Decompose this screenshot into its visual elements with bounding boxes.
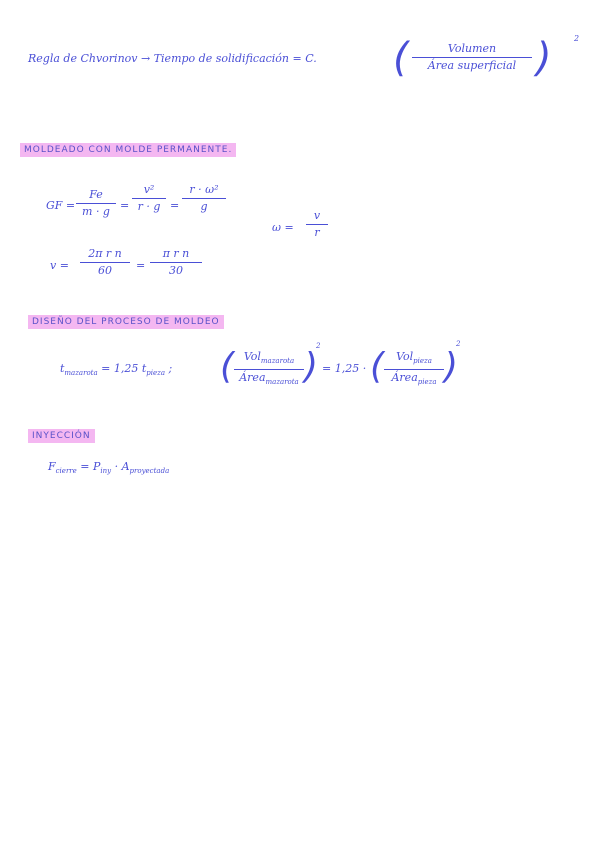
v-fraction-2-num: π r n (162, 247, 190, 260)
left-paren: ( (220, 346, 235, 387)
t-subscript: mazarota (64, 369, 98, 378)
v-fraction-2-den: 30 (169, 264, 183, 277)
injection-formula (48, 460, 169, 475)
fraction-bar (80, 262, 130, 263)
section-title-permanent-mold: MOLDEADO CON MOLDE PERMANENTE. (20, 143, 236, 157)
gf-fraction-3-num: r · ω² (189, 183, 219, 196)
design-fraction-1-num: Vol (243, 350, 261, 363)
right-paren: ) (304, 346, 319, 387)
chvorinov-fraction (412, 42, 532, 73)
design-exponent-2: 2 (456, 340, 461, 348)
t-relation: = 1,25 t (101, 362, 147, 375)
design-fraction-1 (234, 350, 304, 389)
area-part: · A (114, 460, 130, 473)
design-fraction-1-den-sub: mazarota (265, 378, 299, 387)
fraction-bar (150, 262, 202, 263)
t-pieza-subscript: pieza (146, 369, 166, 378)
left-paren: ( (393, 35, 409, 81)
section-title-injection: INYECCIÓN (28, 429, 95, 443)
right-paren: ) (444, 346, 459, 387)
design-fraction-2-num: Vol (396, 350, 414, 363)
equals-sign: = (170, 199, 180, 212)
v-lhs: v = (50, 259, 69, 272)
gf-fraction-2-den: r · g (137, 200, 161, 213)
design-fraction-2-den: Área (391, 371, 418, 385)
chvorinov-denominator: Área superficial (427, 59, 517, 72)
pressure-subscript: iny (100, 467, 112, 476)
fraction-bar (412, 57, 532, 58)
fraction-bar (76, 203, 116, 204)
chvorinov-exponent: 2 (574, 34, 580, 43)
omega-den: r (314, 226, 320, 239)
v-fraction-1-den: 60 (98, 264, 112, 277)
omega-num: v (313, 209, 321, 222)
design-fraction-1-num-sub: mazarota (260, 357, 295, 366)
design-fraction-2 (384, 350, 444, 389)
design-fraction-1-den: Área (239, 371, 266, 385)
fraction-bar (306, 224, 328, 225)
gf-fraction-2-num: v² (143, 183, 155, 196)
design-exponent-1: 2 (316, 342, 321, 350)
section-title-process-design: DISEÑO DEL PROCESO DE MOLDEO (28, 315, 224, 329)
left-paren: ( (370, 346, 385, 387)
gf-fraction-3 (182, 183, 226, 214)
gf-fraction-2 (132, 183, 166, 214)
gf-fraction-1-den: m · g (82, 205, 110, 218)
v-fraction-1-num: 2π r n (88, 247, 122, 260)
gf-lhs: GF = (46, 199, 76, 212)
omega-lhs: ω = (272, 221, 294, 234)
fraction-bar (132, 198, 166, 199)
t-symbol: t (60, 362, 65, 375)
gf-fraction-1-num: Fe (89, 188, 103, 201)
force-subscript: cierre (55, 467, 77, 476)
design-middle: = 1,25 · (322, 362, 367, 375)
force-symbol: F (48, 460, 56, 473)
chvorinov-numerator: Volumen (447, 42, 497, 55)
v-fraction-1 (80, 247, 130, 278)
chvorinov-label: Regla de Chvorinov → Tiempo de solidificación = C. (28, 52, 317, 65)
fraction-bar (182, 198, 226, 199)
design-fraction-2-num-sub: pieza (413, 357, 432, 366)
separator: ; (168, 362, 173, 375)
t-mazarota-eq (60, 362, 172, 377)
area-subscript: proyectada (129, 467, 170, 476)
right-paren: ) (536, 35, 552, 81)
design-fraction-2-den-sub: pieza (417, 378, 437, 387)
gf-fraction-1 (76, 188, 116, 219)
equals-sign: = (120, 199, 130, 212)
pressure-part: = P (80, 460, 101, 473)
omega-fraction (306, 209, 328, 240)
v-fraction-2 (150, 247, 202, 278)
gf-fraction-3-den: g (200, 200, 208, 213)
equals-sign: = (136, 259, 146, 272)
